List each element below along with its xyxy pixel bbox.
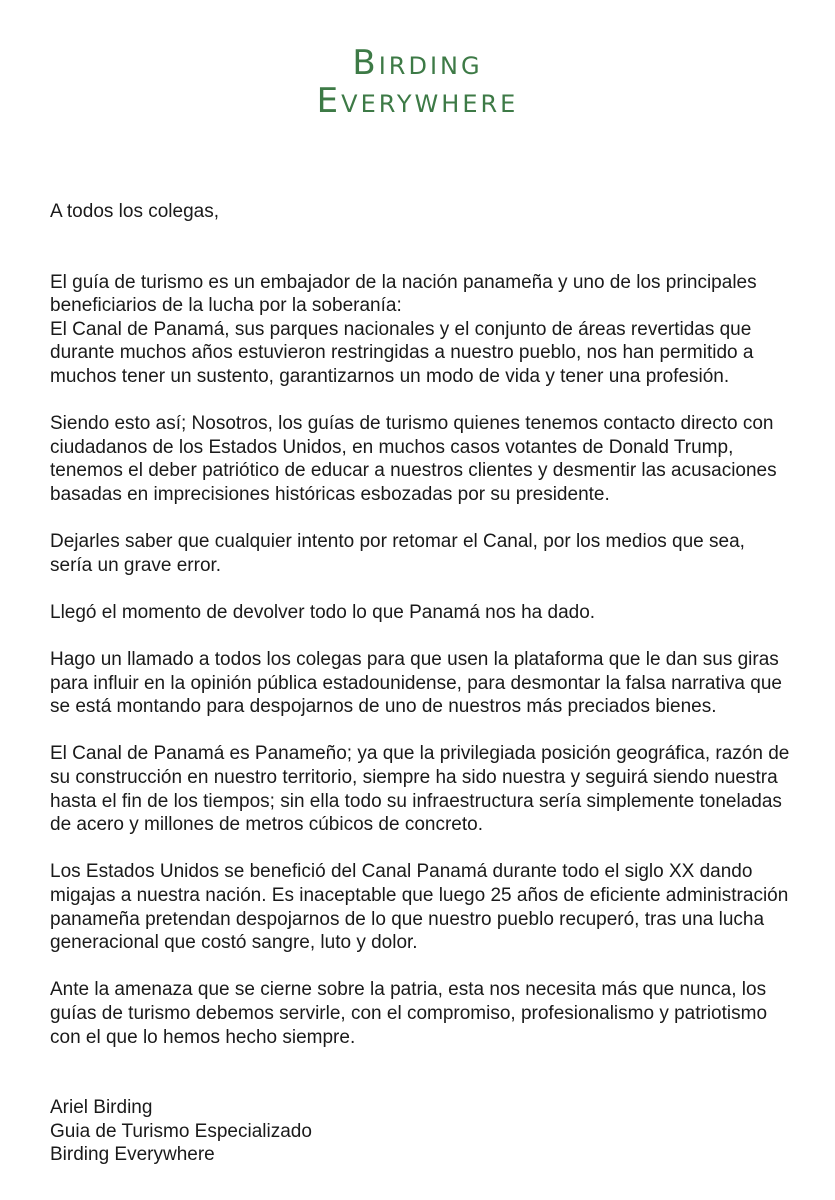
birding-everywhere-logo — [0, 44, 835, 120]
letter-body — [50, 200, 790, 1167]
signature-title: Guia de Turismo Especializado — [50, 1120, 312, 1142]
paragraph-9: Ante la amenaza que se cierne sobre la patria, esta nos necesita más que nunca, los guías de turismo debemos servirle, con el compromiso, profesionalismo y patriotismo con el que lo hemos hecho siempre. — [50, 979, 768, 1048]
signature-name: Ariel Birding — [50, 1097, 153, 1119]
logo-line-2: Everywhere — [316, 81, 519, 121]
paragraph-5: Llegó el momento de devolver todo lo que Panamá nos ha dado. — [50, 601, 596, 623]
paragraph-3: Siendo esto así; Nosotros, los guías de turismo quienes tenemos contacto directo con ciudadanos de los Estados Unidos, en muchos casos votantes de Donald Trump, tenemos el deber patriótico de educar a nuestros clientes y desmentir las acusaciones basadas en imprecisiones históricas esbozadas por su presidente. — [50, 413, 777, 505]
signature-block — [50, 1096, 790, 1167]
paragraph-1: El guía de turismo es un embajador de la nación panameña y uno de los principales beneficiarios de la lucha por la soberanía: — [50, 271, 757, 317]
logo-line-1: Birding — [352, 43, 483, 83]
paragraph-2: El Canal de Panamá, sus parques nacionales y el conjunto de áreas revertidas que durante muchos años estuvieron restringidas a nuestro pueblo, nos han permitido a muchos tener un sustento, garantizarnos un modo de vida y tener una profesión. — [50, 318, 754, 387]
paragraph-8: Los Estados Unidos se benefició del Canal Panamá durante todo el siglo XX dando migajas a nuestra nación. Es inaceptable que luego 25 años de eficiente administración panameña pretendan despojarnos de lo que nuestro pueblo recuperó, tras una lucha generacional que costó sangre, luto y dolor. — [50, 861, 789, 954]
paragraph-6: Hago un llamado a todos los colegas para que usen la plataforma que le dan sus giras para influir en la opinión pública estadounidense, para desmontar la falsa narrativa que se está montando para despojarnos de uno de nuestros más preciados bienes. — [50, 649, 782, 718]
signature-organization: Birding Everywhere — [50, 1144, 215, 1166]
paragraph-4: Dejarles saber que cualquier intento por retomar el Canal, por los medios que sea, sería un grave error. — [50, 531, 745, 576]
paragraph-7: El Canal de Panamá es Panameño; ya que la privilegiada posición geográfica, razón de su construcción en nuestro territorio, siempre ha sido nuestra y seguirá siendo nuestra hasta el fin de los tiempos; sin ella todo su infraestructura sería simplemente toneladas de acero y millones de metros cúbicos de concreto. — [50, 743, 790, 836]
salutation: A todos los colegas, — [50, 201, 219, 222]
